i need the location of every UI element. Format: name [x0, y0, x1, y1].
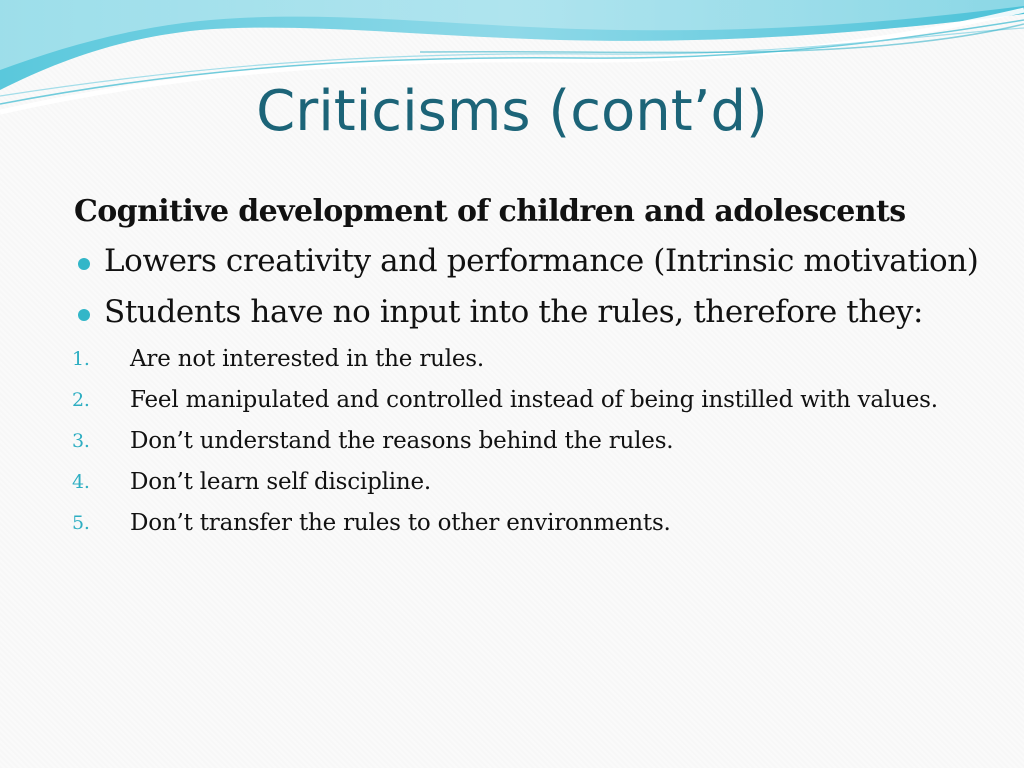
bullet-dot-icon [78, 309, 90, 321]
list-number: 2. [72, 389, 90, 411]
numbered-list [72, 342, 992, 540]
bullet-dot-icon [78, 258, 90, 270]
slide-title: Criticisms (cont’d) [256, 79, 768, 144]
numbered-list-item [72, 506, 992, 540]
numbered-list-item [72, 424, 992, 458]
slide-body [72, 188, 992, 547]
list-number: 1. [72, 348, 90, 370]
list-item-text: Don’t learn self discipline. [130, 469, 432, 495]
list-number: 3. [72, 430, 90, 452]
bullet-text: Students have no input into the rules, therefore they: [104, 294, 924, 330]
bullet-item [72, 240, 992, 283]
numbered-list-item [72, 465, 992, 499]
list-number: 4. [72, 471, 90, 493]
list-item-text: Are not interested in the rules. [130, 346, 485, 372]
numbered-list-item [72, 342, 992, 376]
list-number: 5. [72, 512, 90, 534]
section-subheading: Cognitive development of children and adolescents [74, 194, 906, 229]
bullet-item [72, 291, 992, 334]
bullet-text: Lowers creativity and performance (Intrinsic motivation) [104, 243, 979, 279]
list-item-text: Don’t understand the reasons behind the rules. [130, 428, 674, 454]
list-item-text: Feel manipulated and controlled instead of being instilled with values. [130, 387, 938, 413]
list-item-text: Don’t transfer the rules to other environments. [130, 510, 671, 536]
numbered-list-item [72, 383, 992, 417]
